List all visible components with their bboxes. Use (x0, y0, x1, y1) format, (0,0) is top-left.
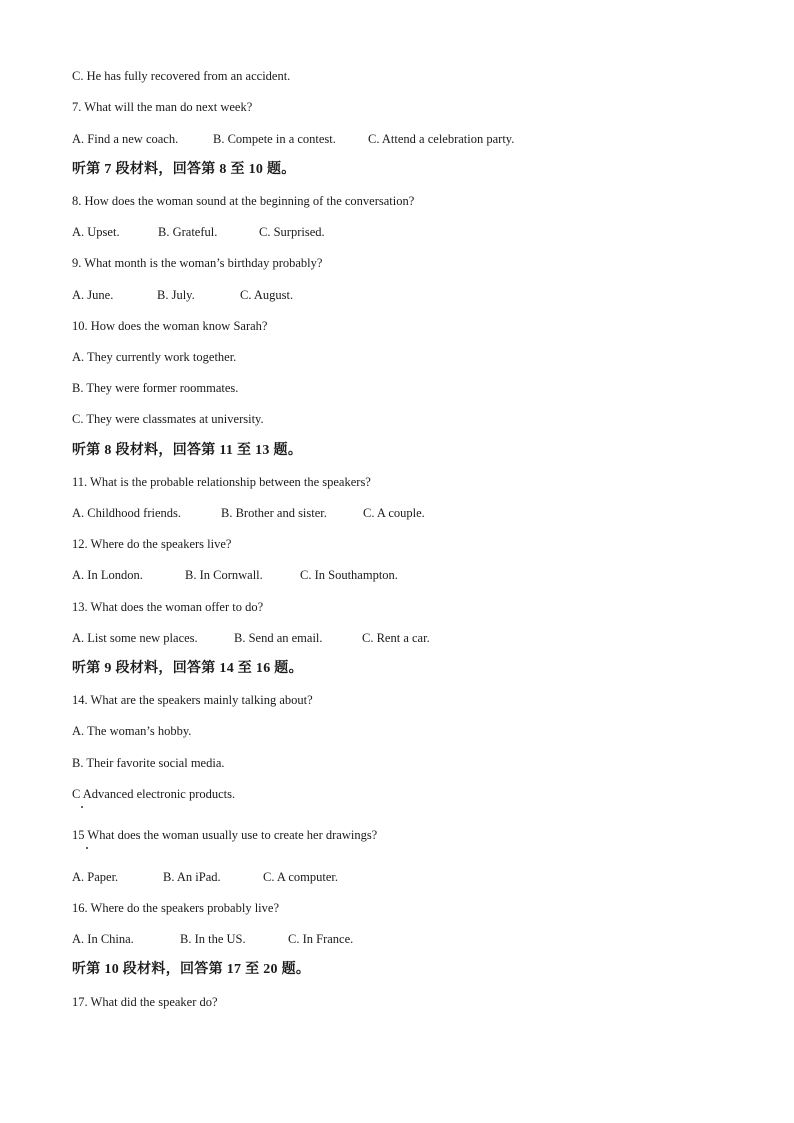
question-13-option-c: C. Rent a car. (362, 631, 430, 645)
question-14-option-a: A. The woman’s hobby. (72, 724, 192, 738)
question-15-option-a: A. Paper. (72, 870, 119, 884)
question-9-option-b: B. July. (157, 288, 195, 302)
question-6-option-c: C. He has fully recovered from an accident. (72, 69, 291, 83)
question-8-option-a: A. Upset. (72, 225, 120, 239)
question-15: 15 What does the woman usually use to create her drawings? (72, 828, 378, 842)
question-13: 13. What does the woman offer to do? (72, 600, 264, 614)
question-12: 12. Where do the speakers live? (72, 537, 232, 551)
question-14-option-c: C Advanced electronic products. (72, 787, 236, 801)
question-10: 10. How does the woman know Sarah? (72, 319, 268, 333)
section-heading-7: 听第 7 段材料，回答第 8 至 10 题。 (72, 162, 296, 177)
section-heading-9: 听第 9 段材料，回答第 14 至 16 题。 (72, 661, 303, 676)
question-16-option-b: B. In the US. (180, 932, 246, 946)
question-9-option-c: C. August. (240, 288, 294, 302)
question-7: 7. What will the man do next week? (72, 100, 253, 114)
question-13-option-b: B. Send an email. (234, 631, 323, 645)
question-9: 9. What month is the woman’s birthday probably? (72, 256, 323, 270)
section-heading-8: 听第 8 段材料，回答第 11 至 13 题。 (72, 443, 303, 458)
question-16-option-c: C. In France. (288, 932, 354, 946)
question-8: 8. How does the woman sound at the beginning of the conversation? (72, 194, 415, 208)
question-15-option-b: B. An iPad. (163, 870, 221, 884)
question-10-option-b: B. They were former roommates. (72, 381, 239, 395)
section-heading-10: 听第 10 段材料，回答第 17 至 20 题。 (72, 962, 311, 977)
question-8-option-c: C. Surprised. (259, 225, 325, 239)
question-11-option-c: C. A couple. (363, 506, 425, 520)
question-7-option-c: C. Attend a celebration party. (368, 132, 515, 146)
question-10-option-a: A. They currently work together. (72, 350, 237, 364)
question-9-option-a: A. June. (72, 288, 114, 302)
stray-dot-mark (81, 806, 83, 808)
question-11-option-b: B. Brother and sister. (221, 506, 327, 520)
question-7-option-a: A. Find a new coach. (72, 132, 179, 146)
question-14-option-b: B. Their favorite social media. (72, 756, 225, 770)
question-16: 16. Where do the speakers probably live? (72, 901, 279, 915)
question-12-option-b: B. In Cornwall. (185, 568, 263, 582)
question-17: 17. What did the speaker do? (72, 995, 218, 1009)
question-16-option-a: A. In China. (72, 932, 134, 946)
question-12-option-a: A. In London. (72, 568, 143, 582)
question-12-option-c: C. In Southampton. (300, 568, 398, 582)
question-15-option-c: C. A computer. (263, 870, 338, 884)
question-8-option-b: B. Grateful. (158, 225, 218, 239)
question-14: 14. What are the speakers mainly talking about? (72, 693, 313, 707)
question-11-option-a: A. Childhood friends. (72, 506, 182, 520)
question-13-option-a: A. List some new places. (72, 631, 198, 645)
stray-dot-mark (86, 847, 88, 849)
question-10-option-c: C. They were classmates at university. (72, 412, 264, 426)
question-7-option-b: B. Compete in a contest. (213, 132, 336, 146)
question-11: 11. What is the probable relationship between the speakers? (72, 475, 371, 489)
